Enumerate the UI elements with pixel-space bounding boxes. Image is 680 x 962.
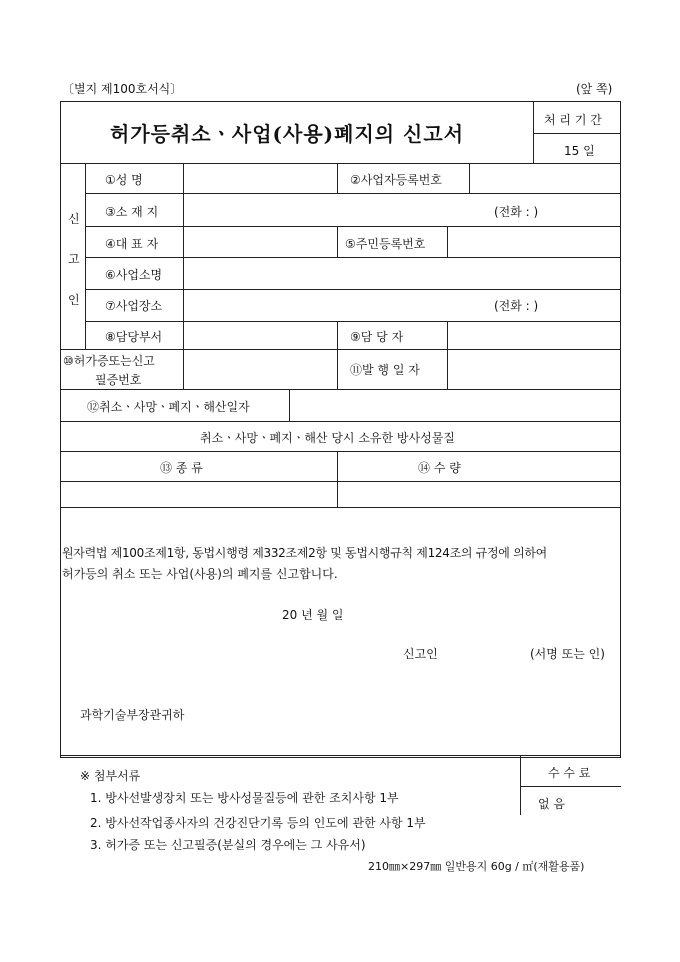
biz-name-label: ⑥사업소명 (105, 268, 163, 282)
statement-line-2: 허가등의 취소 또는 사업(사용)의 폐지를 신고합니다. (62, 567, 338, 581)
report-date: 20 년 월 일 (282, 608, 344, 622)
person-label: ⑨담 당 자 (350, 330, 404, 344)
recipient: 과학기술부장관귀하 (80, 708, 185, 722)
cancel-date-label: ⑫취소ㆍ사망ㆍ폐지ㆍ해산일자 (87, 400, 250, 414)
permit-no-label-2: 필증번호 (95, 373, 142, 387)
quantity-label: ⑭ 수 량 (418, 461, 461, 475)
address-label: ③소 재 지 (105, 205, 159, 219)
name-label: ①성 명 (105, 173, 143, 187)
attachment-item: 3. 허가증 또는 신고필증(분실의 경우에는 그 사유서) (90, 838, 366, 852)
type-label: ⑬ 종 류 (160, 461, 203, 475)
representative-label: ④대 표 자 (105, 237, 159, 251)
applicant-char-3: 인 (68, 293, 80, 307)
resident-no-label: ⑤주민등록번호 (345, 237, 426, 251)
issue-date-label: ⑪발 행 일 자 (350, 363, 420, 377)
signature-label: (서명 또는 인) (530, 647, 605, 661)
attachments-title: ※ 첨부서류 (80, 769, 141, 783)
processing-label: 처 리 기 간 (544, 113, 602, 127)
processing-value: 15 일 (564, 144, 595, 158)
materials-header: 취소ㆍ사망ㆍ폐지ㆍ해산 당시 소유한 방사성물질 (200, 431, 455, 445)
biz-reg-no-label: ②사업자등록번호 (350, 173, 442, 187)
biz-place-label: ⑦사업장소 (105, 299, 163, 313)
phone-field-1: (전화 : ) (494, 205, 539, 219)
fee-label: 수 수 료 (548, 766, 591, 780)
paper-spec: 210㎜×297㎜ 일반용지 60g / ㎡(재활용품) (368, 860, 585, 873)
form-number: 〔별지 제100호서식〕 (62, 82, 183, 96)
applicant-char-2: 고 (68, 252, 80, 266)
dept-label: ⑧담당부서 (105, 330, 163, 344)
permit-no-label-1: ⑩허가증또는신고 (63, 354, 155, 368)
page-side: (앞 쪽) (576, 82, 613, 96)
phone-field-2: (전화 : ) (494, 299, 539, 313)
attachment-item: 2. 방사선작업종사자의 건강진단기록 등의 인도에 관한 사항 1부 (90, 816, 426, 830)
attachment-item: 1. 방사선발생장치 또는 방사성물질등에 관한 조치사항 1부 (90, 791, 399, 805)
statement-line-1: 원자력법 제100조제1항, 동법시행령 제332조제2항 및 동법시행규칙 제124조의 규정에 의하여 (62, 546, 547, 560)
signer-label: 신고인 (403, 647, 438, 661)
fee-value: 없 음 (538, 797, 565, 811)
applicant-char-1: 신 (68, 212, 80, 226)
form-title: 허가등취소ㆍ사업(사용)폐지의 신고서 (110, 122, 465, 146)
